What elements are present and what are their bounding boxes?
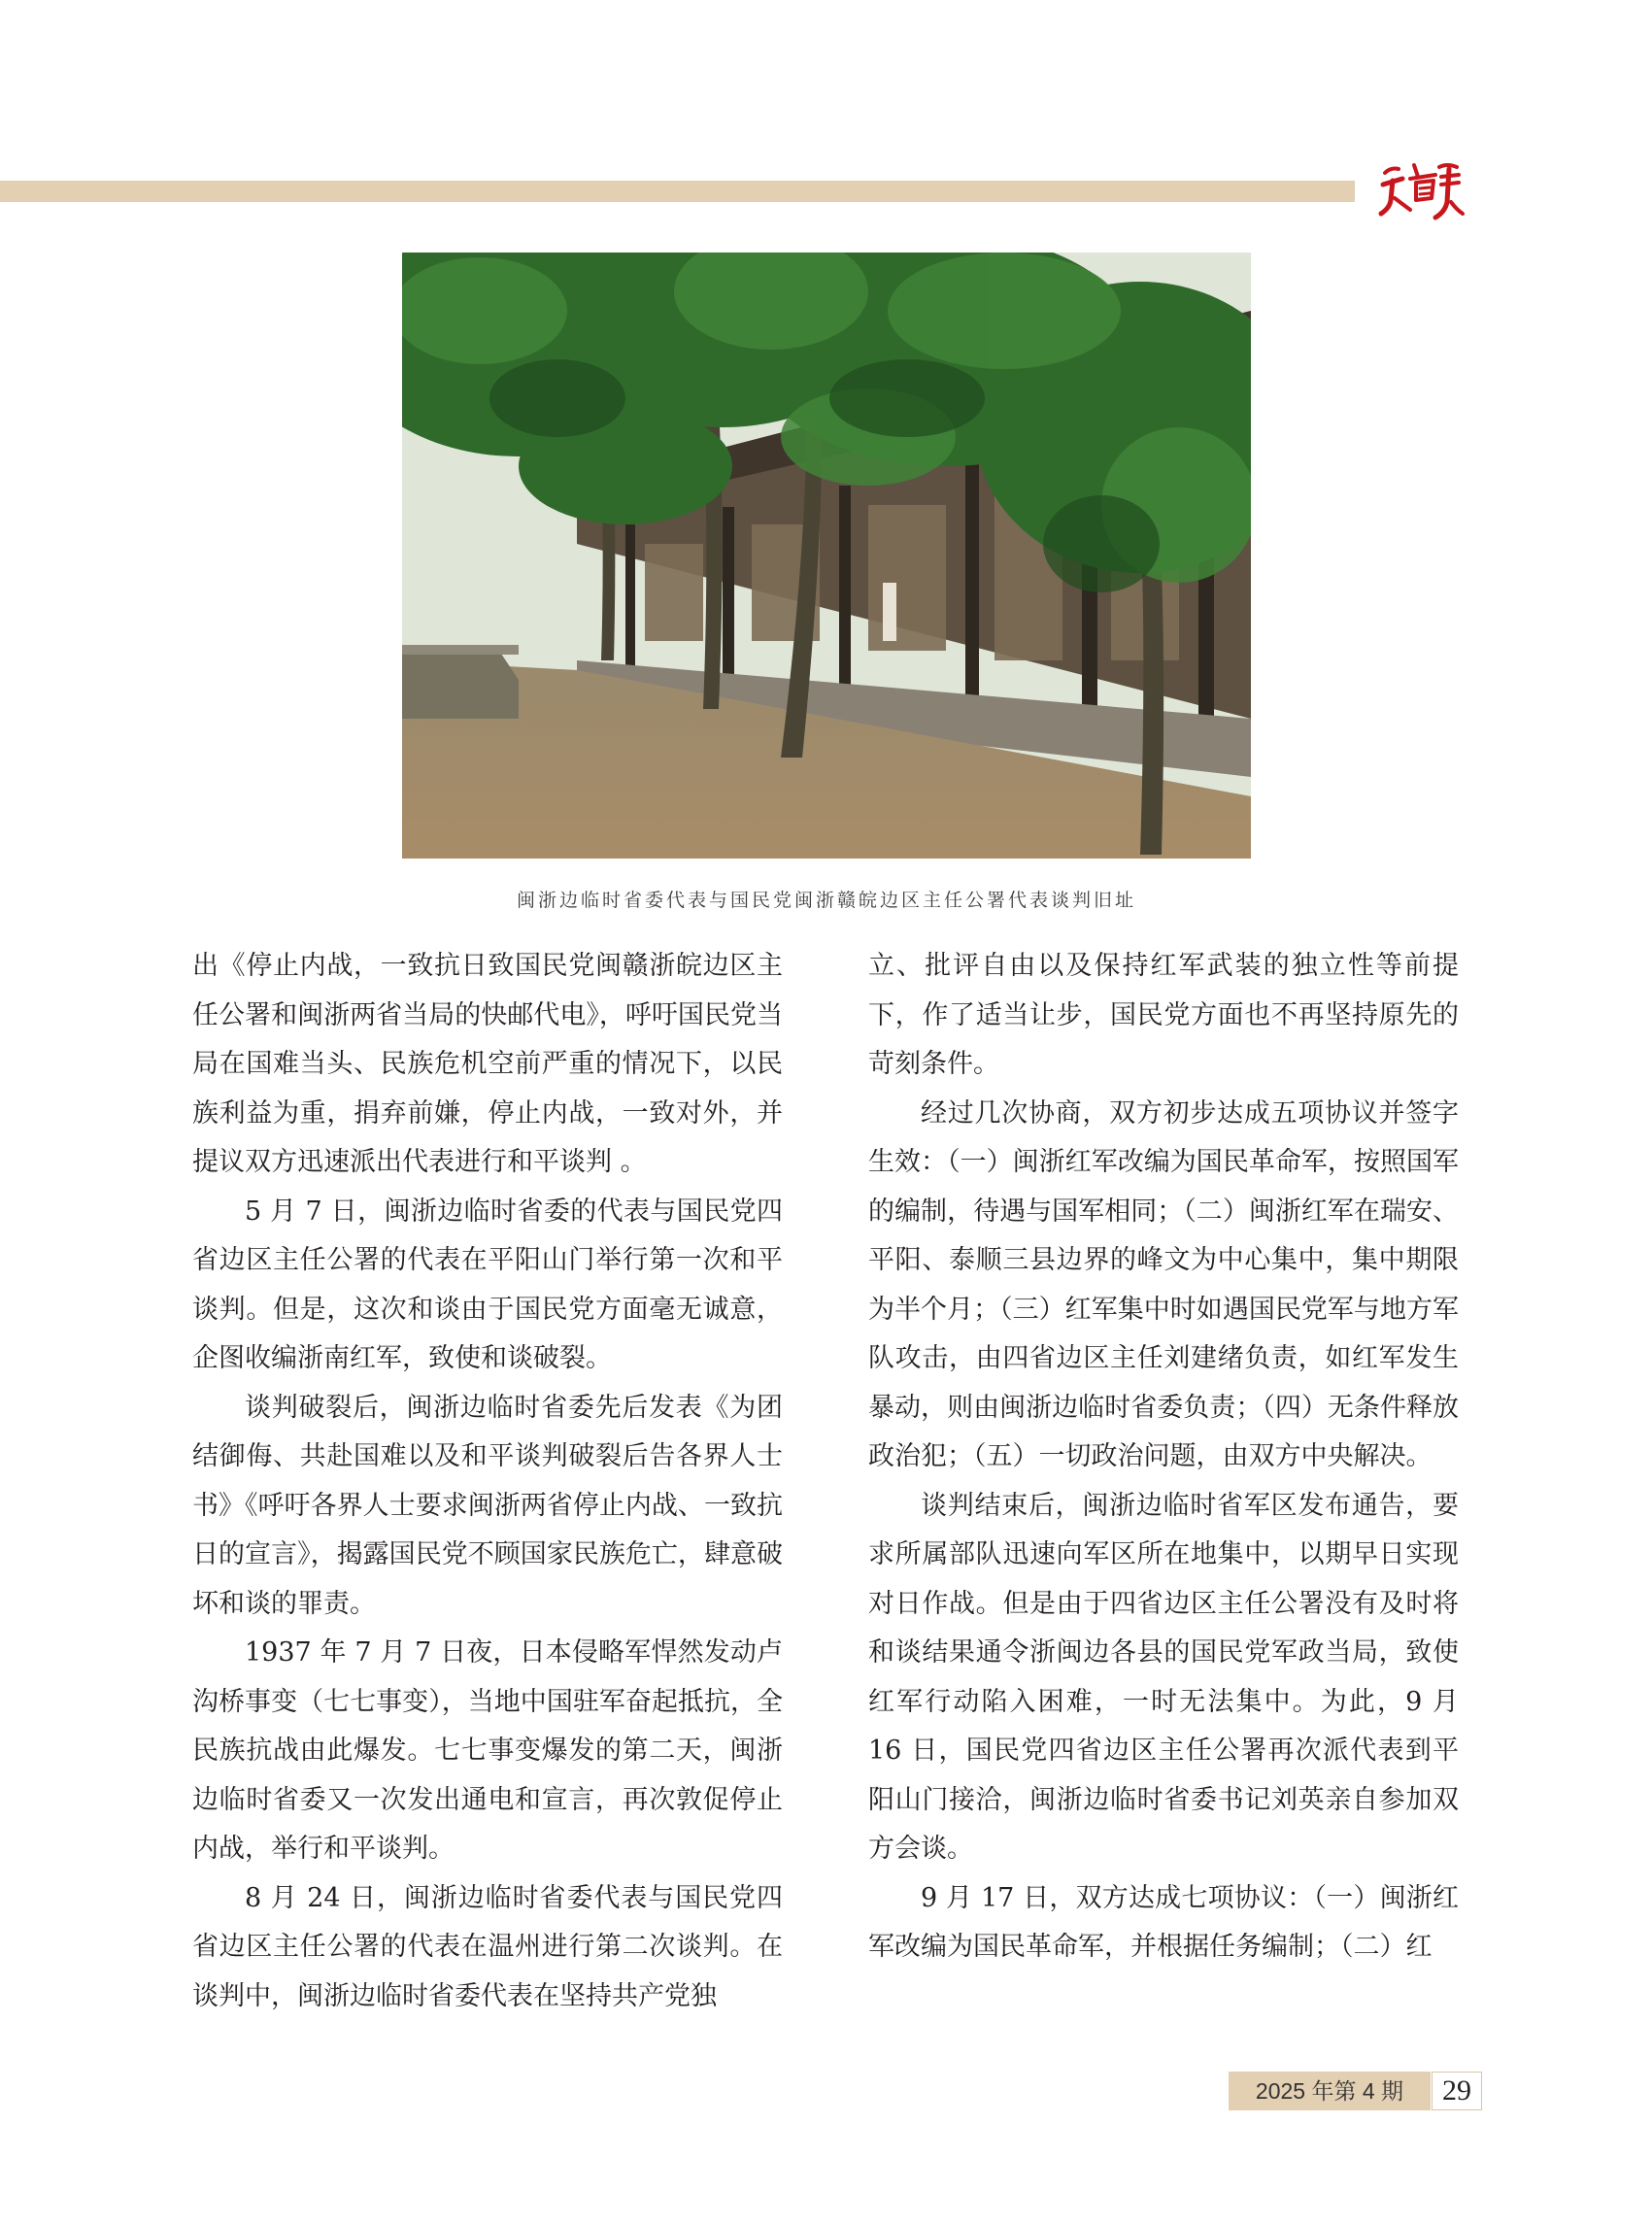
paragraph: 1937 年 7 月 7 日夜，日本侵略军悍然发动卢沟桥事变（七七事变），当地中国驻军奋起抵抗，全民族抗战由此爆发。七七事变爆发的第二天，闽浙边临时省委又一次发出通电和宣言，再次敦促停止内战，举行和平谈判。 bbox=[192, 1637, 783, 1864]
paragraph: 出《停止内战，一致抗日致国民党闽赣浙皖边区主任公署和闽浙两省当局的快邮代电》，呼吁国民党当局在国难当头、民族危机空前严重的情况下，以民族利益为重，捐弃前嫌，停止内战，一致对外，并提议双方迅速派出代表进行和平谈判 。 bbox=[192, 951, 783, 1177]
logo-calligraphy bbox=[1377, 155, 1465, 223]
header-band bbox=[0, 181, 1355, 202]
paragraph: 8 月 24 日，闽浙边临时省委代表与国民党四省边区主任公署的代表在温州进行第二次谈判。在谈判中，闽浙边临时省委代表在坚持共产党独 bbox=[192, 1882, 783, 2011]
photo-illustration bbox=[402, 253, 1251, 859]
article-left-column bbox=[192, 942, 783, 2021]
paragraph: 谈判结束后，闽浙边临时省军区发布通告，要求所属部队迅速向军区所在地集中，以期早日实现对日作战。但是由于四省边区主任公署没有及时将和谈结果通令浙闽边各县的国民党军政当局，致使红军行动陷入困难，一时无法集中。为此，9 月 16 日，国民党四省边区主任公署再次派代表到平阳山门接洽，闽浙边临时省委书记刘英亲自参加双方会谈。 bbox=[868, 1490, 1459, 1864]
paragraph: 立、批评自由以及保持红军武装的独立性等前提下，作了适当让步，国民党方面也不再坚持原先的苛刻条件。 bbox=[868, 951, 1459, 1079]
photo-caption: 闽浙边临时省委代表与国民党闽浙赣皖边区主任公署代表谈判旧址 bbox=[516, 890, 1136, 911]
paragraph: 经过几次协商，双方初步达成五项协议并签字生效：（一）闽浙红军改编为国民革命军，按照国军的编制，待遇与国军相同；（二）闽浙红军在瑞安、平阳、泰顺三县边界的峰文为中心集中，集中期限为半个月；（三）红军集中时如遇国民党军与地方军队攻击，由四省边区主任刘建绪负责，如红军发生暴动，则由闽浙边临时省委负责；（四）无条件释放政治犯；（五）一切政治问题，由双方中央解决。 bbox=[868, 1097, 1459, 1471]
page-number: 29 bbox=[1432, 2072, 1482, 2110]
article-right-column bbox=[868, 942, 1459, 1972]
paragraph: 谈判破裂后，闽浙边临时省委先后发表《为团结御侮、共赴国难以及和平谈判破裂后告各界人士书》《呼吁各界人士要求闽浙两省停止内战、一致抗日的宣言》，揭露国民党不顾国家民族危亡，肆意破坏和谈的罪责。 bbox=[192, 1392, 783, 1619]
paragraph: 5 月 7 日，闽浙边临时省委的代表与国民党四省边区主任公署的代表在平阳山门举行第一次和平谈判。但是，这次和谈由于国民党方面毫无诚意，企图收编浙南红军，致使和谈破裂。 bbox=[192, 1196, 783, 1373]
issue-label: 2025 年第 4 期 bbox=[1229, 2072, 1431, 2110]
historic-site-photo bbox=[402, 253, 1251, 859]
paragraph: 9 月 17 日，双方达成七项协议：（一）闽浙红军改编为国民革命军，并根据任务编制；（二）红 bbox=[868, 1882, 1459, 1962]
